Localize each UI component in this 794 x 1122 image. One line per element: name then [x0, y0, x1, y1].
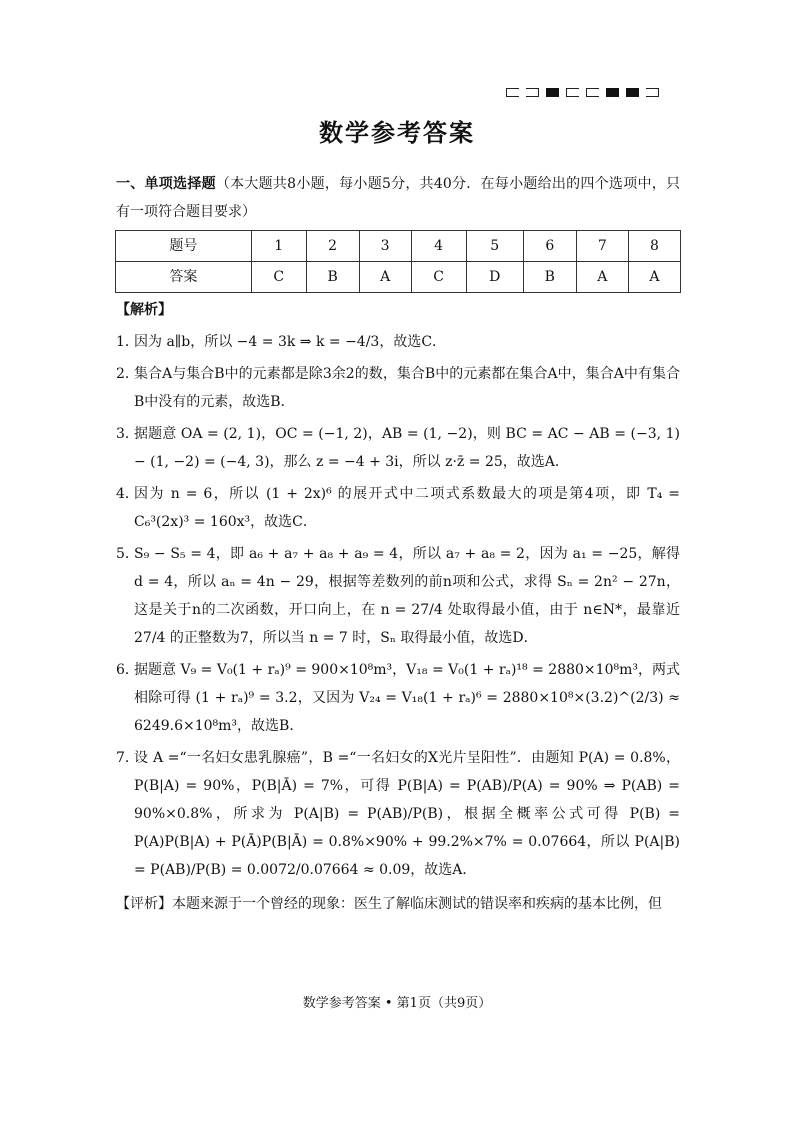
section-heading [116, 170, 680, 226]
question-number: 4 [411, 231, 466, 262]
answer-cell: B [306, 262, 359, 293]
section-heading-rest: （本大题共8小题，每小题5分，共40分．在每小题给出的四个选项中，只有一项符合题目要求） [116, 176, 680, 220]
row-label-answer: 答案 [116, 262, 252, 293]
section-heading-bold: 一、单项选择题 [116, 176, 216, 192]
question-number: 6 [523, 231, 576, 262]
page-footer: 数学参考答案 • 第1页（共9页） [302, 996, 492, 1011]
item-text: 设 A =“一名妇女患乳腺癌”，B =“一名妇女的X光片呈阳性”．由题知 P(A) = 0.8%，P(B|A) = 90%，P(B|Ā) = 7%，可得 P(B|A) = P(AB)/P(A) = 90% ⇒ P(AB) = 90%×0.8%，所求为 P(A|B) = P(AB)/P(B)，根据全概率公式可得 P(B) = P(A)P(B|A) + P(Ā)P(B|Ā) = 0.8%×90% + 99.2%×7% = 0.07664，所以 P(A|B) = P(AB)/P(B) = 0.0072/0.07664 ≈ 0.09，故选A． [134, 750, 680, 878]
header-mark [566, 88, 579, 97]
header-mark [586, 88, 599, 97]
item-number: 3． [116, 426, 139, 442]
solution-item-4 [116, 480, 680, 536]
header-mark [626, 88, 639, 97]
item-text: 据题意 OA = (2, 1)，OC = (−1, 2)，AB = (1, −2)，则 BC = AC − AB = (−3, 1) − (1, −2) = (−4, 3)，那么 z = −4 + 3i，所以 z·z̄ = 25，故选A． [134, 426, 680, 470]
solution-item-2 [116, 360, 680, 416]
answer-cell: C [251, 262, 306, 293]
item-number: 1． [116, 334, 139, 350]
answer-cell: B [523, 262, 576, 293]
content [116, 170, 680, 918]
table-row [116, 231, 681, 262]
header-marks [506, 88, 659, 97]
question-number: 3 [359, 231, 411, 262]
table-row [116, 262, 681, 293]
answer-cell: A [359, 262, 411, 293]
header-mark [526, 88, 539, 97]
solution-item-5 [116, 540, 680, 652]
answer-cell: D [466, 262, 523, 293]
item-number: 5． [116, 546, 139, 562]
question-number: 7 [576, 231, 628, 262]
solution-item-1 [116, 328, 680, 356]
answer-cell: A [576, 262, 628, 293]
header-mark [506, 88, 519, 97]
header-mark [606, 88, 619, 97]
question-number: 8 [628, 231, 680, 262]
question-number: 2 [306, 231, 359, 262]
header-mark [646, 88, 659, 97]
solution-item-6 [116, 656, 680, 740]
item-text: 集合A与集合B中的元素都是除3余2的数，集合B中的元素都在集合A中，集合A中有集合B中没有的元素，故选B． [134, 366, 680, 410]
row-label-number: 题号 [116, 231, 252, 262]
item-number: 4． [116, 486, 139, 502]
header-mark [546, 88, 559, 97]
answer-cell: C [411, 262, 466, 293]
item-text: S₉ − S₅ = 4，即 a₆ + a₇ + a₈ + a₉ = 4，所以 a₇ + a₈ = 2，因为 a₁ = −25，解得 d = 4，所以 aₙ = 4n − 29，根据等差数列的前n项和公式，求得 Sₙ = 2n² − 27n，这是关于n的二次函数，开口向上，在 n = 27/4 处取得最小值，由于 n∈N*，最靠近 27/4 的正整数为7，所以当 n = 7 时，Sₙ 取得最小值，故选D． [134, 546, 680, 646]
review-paragraph: 【评析】本题来源于一个曾经的现象：医生了解临床测试的错误率和疾病的基本比例，但 [116, 896, 662, 912]
item-text: 据题意 V₉ = V₀(1 + rₐ)⁹ = 900×10⁸m³，V₁₈ = V₀(1 + rₐ)¹⁸ = 2880×10⁸m³，两式相除可得 (1 + rₐ)⁹ = 3.2，又因为 V₂₄ = V₁₈(1 + rₐ)⁶ = 2880×10⁸×(3.2)^(2/3) ≈ 6249.6×10⁸m³，故选B． [134, 662, 680, 734]
analysis-label: 【解析】 [116, 302, 172, 318]
item-number: 6． [116, 662, 139, 678]
item-number: 7． [116, 750, 139, 766]
question-number: 1 [251, 231, 306, 262]
item-text: 因为 a∥b，所以 −4 = 3k ⇒ k = −4/3，故选C． [134, 334, 447, 350]
solution-item-3 [116, 420, 680, 476]
answer-table [115, 230, 681, 293]
solution-item-7 [116, 744, 680, 884]
item-number: 2． [116, 366, 139, 382]
page-title: 数学参考答案 [319, 118, 475, 147]
item-text: 因为 n = 6，所以 (1 + 2x)⁶ 的展开式中二项式系数最大的项是第4项，即 T₄ = C₆³(2x)³ = 160x³，故选C． [134, 486, 680, 530]
answer-cell: A [628, 262, 680, 293]
question-number: 5 [466, 231, 523, 262]
